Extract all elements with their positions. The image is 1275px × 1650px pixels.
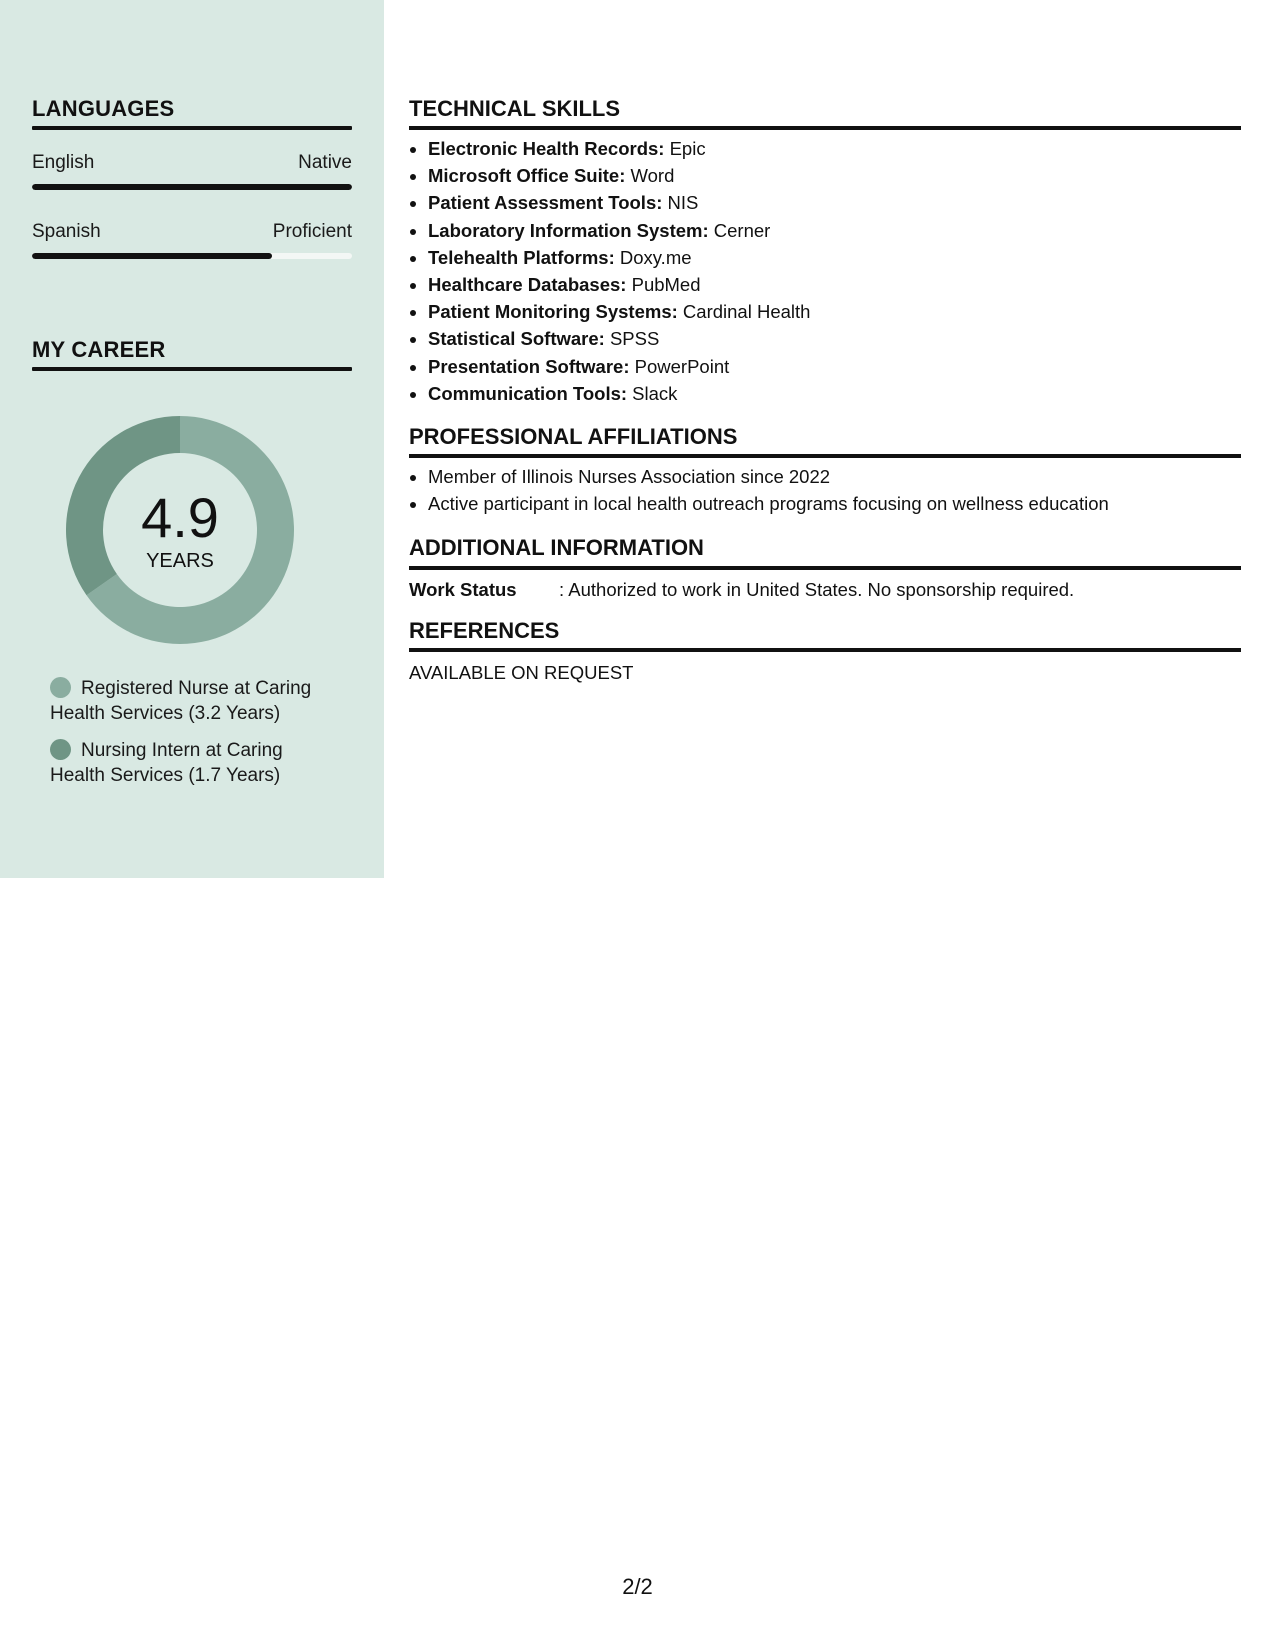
affiliations-heading: PROFESSIONAL AFFILIATIONS <box>409 424 738 449</box>
references-heading: REFERENCES <box>409 618 560 643</box>
list-item: • Healthcare Databases: PubMed <box>428 271 1240 298</box>
language-level: Native <box>298 152 352 173</box>
language-bar-english <box>32 184 352 190</box>
work-status-row <box>409 579 1241 601</box>
list-item: • Member of Illinois Nurses Association since 2022 <box>428 463 1240 490</box>
list-item: • Active participant in local health outreach programs focusing on wellness education <box>428 490 1240 517</box>
technical-skills-list <box>409 135 1240 407</box>
career-total-unit: YEARS <box>146 550 214 572</box>
references-rule <box>409 648 1241 652</box>
sidebar <box>0 0 384 878</box>
language-bar-fill <box>32 253 272 259</box>
legend-dot-icon <box>50 739 71 760</box>
references-text: AVAILABLE ON REQUEST <box>409 662 634 683</box>
legend-dot-icon <box>50 677 71 698</box>
language-name: English <box>32 152 95 173</box>
technical-skills-rule <box>409 126 1241 130</box>
list-item: • Microsoft Office Suite: Word <box>428 162 1240 189</box>
career-legend-item-registered-nurse <box>50 676 340 726</box>
technical-skills-heading: TECHNICAL SKILLS <box>409 96 621 121</box>
list-item: • Laboratory Information System: Cerner <box>428 217 1240 244</box>
affiliations-list <box>409 463 1240 517</box>
list-item: • Statistical Software: SPSS <box>428 325 1240 352</box>
career-total-years: 4.9 <box>141 486 219 549</box>
career-heading: MY CAREER <box>32 337 166 362</box>
list-item: • Telehealth Platforms: Doxy.me <box>428 244 1240 271</box>
affiliations-rule <box>409 454 1241 458</box>
list-item: • Patient Monitoring Systems: Cardinal Health <box>428 298 1240 325</box>
career-donut <box>66 416 294 644</box>
language-bar-fill <box>32 184 352 190</box>
work-status-label: Work Status <box>409 579 517 600</box>
work-status-value: : Authorized to work in United States. No sponsorship required. <box>559 579 1075 600</box>
career-rule <box>32 367 352 371</box>
language-row-english <box>32 152 352 174</box>
list-item: • Communication Tools: Slack <box>428 380 1240 407</box>
page-number: 2/2 <box>622 1574 653 1599</box>
language-row-spanish <box>32 221 352 243</box>
list-item: • Presentation Software: PowerPoint <box>428 353 1240 380</box>
career-legend-item-nursing-intern <box>50 738 340 788</box>
additional-info-rule <box>409 566 1241 570</box>
languages-heading: LANGUAGES <box>32 96 175 121</box>
language-bar-spanish <box>32 253 352 259</box>
list-item: • Electronic Health Records: Epic <box>428 135 1240 162</box>
languages-rule <box>32 126 352 130</box>
legend-label: Nursing Intern at Caring Health Services (1.7 Years) <box>50 740 283 786</box>
additional-info-heading: ADDITIONAL INFORMATION <box>409 535 704 560</box>
language-level: Proficient <box>272 221 352 242</box>
list-item: • Patient Assessment Tools: NIS <box>428 189 1240 216</box>
language-name: Spanish <box>32 221 101 242</box>
legend-label: Registered Nurse at Caring Health Services (3.2 Years) <box>50 678 312 724</box>
